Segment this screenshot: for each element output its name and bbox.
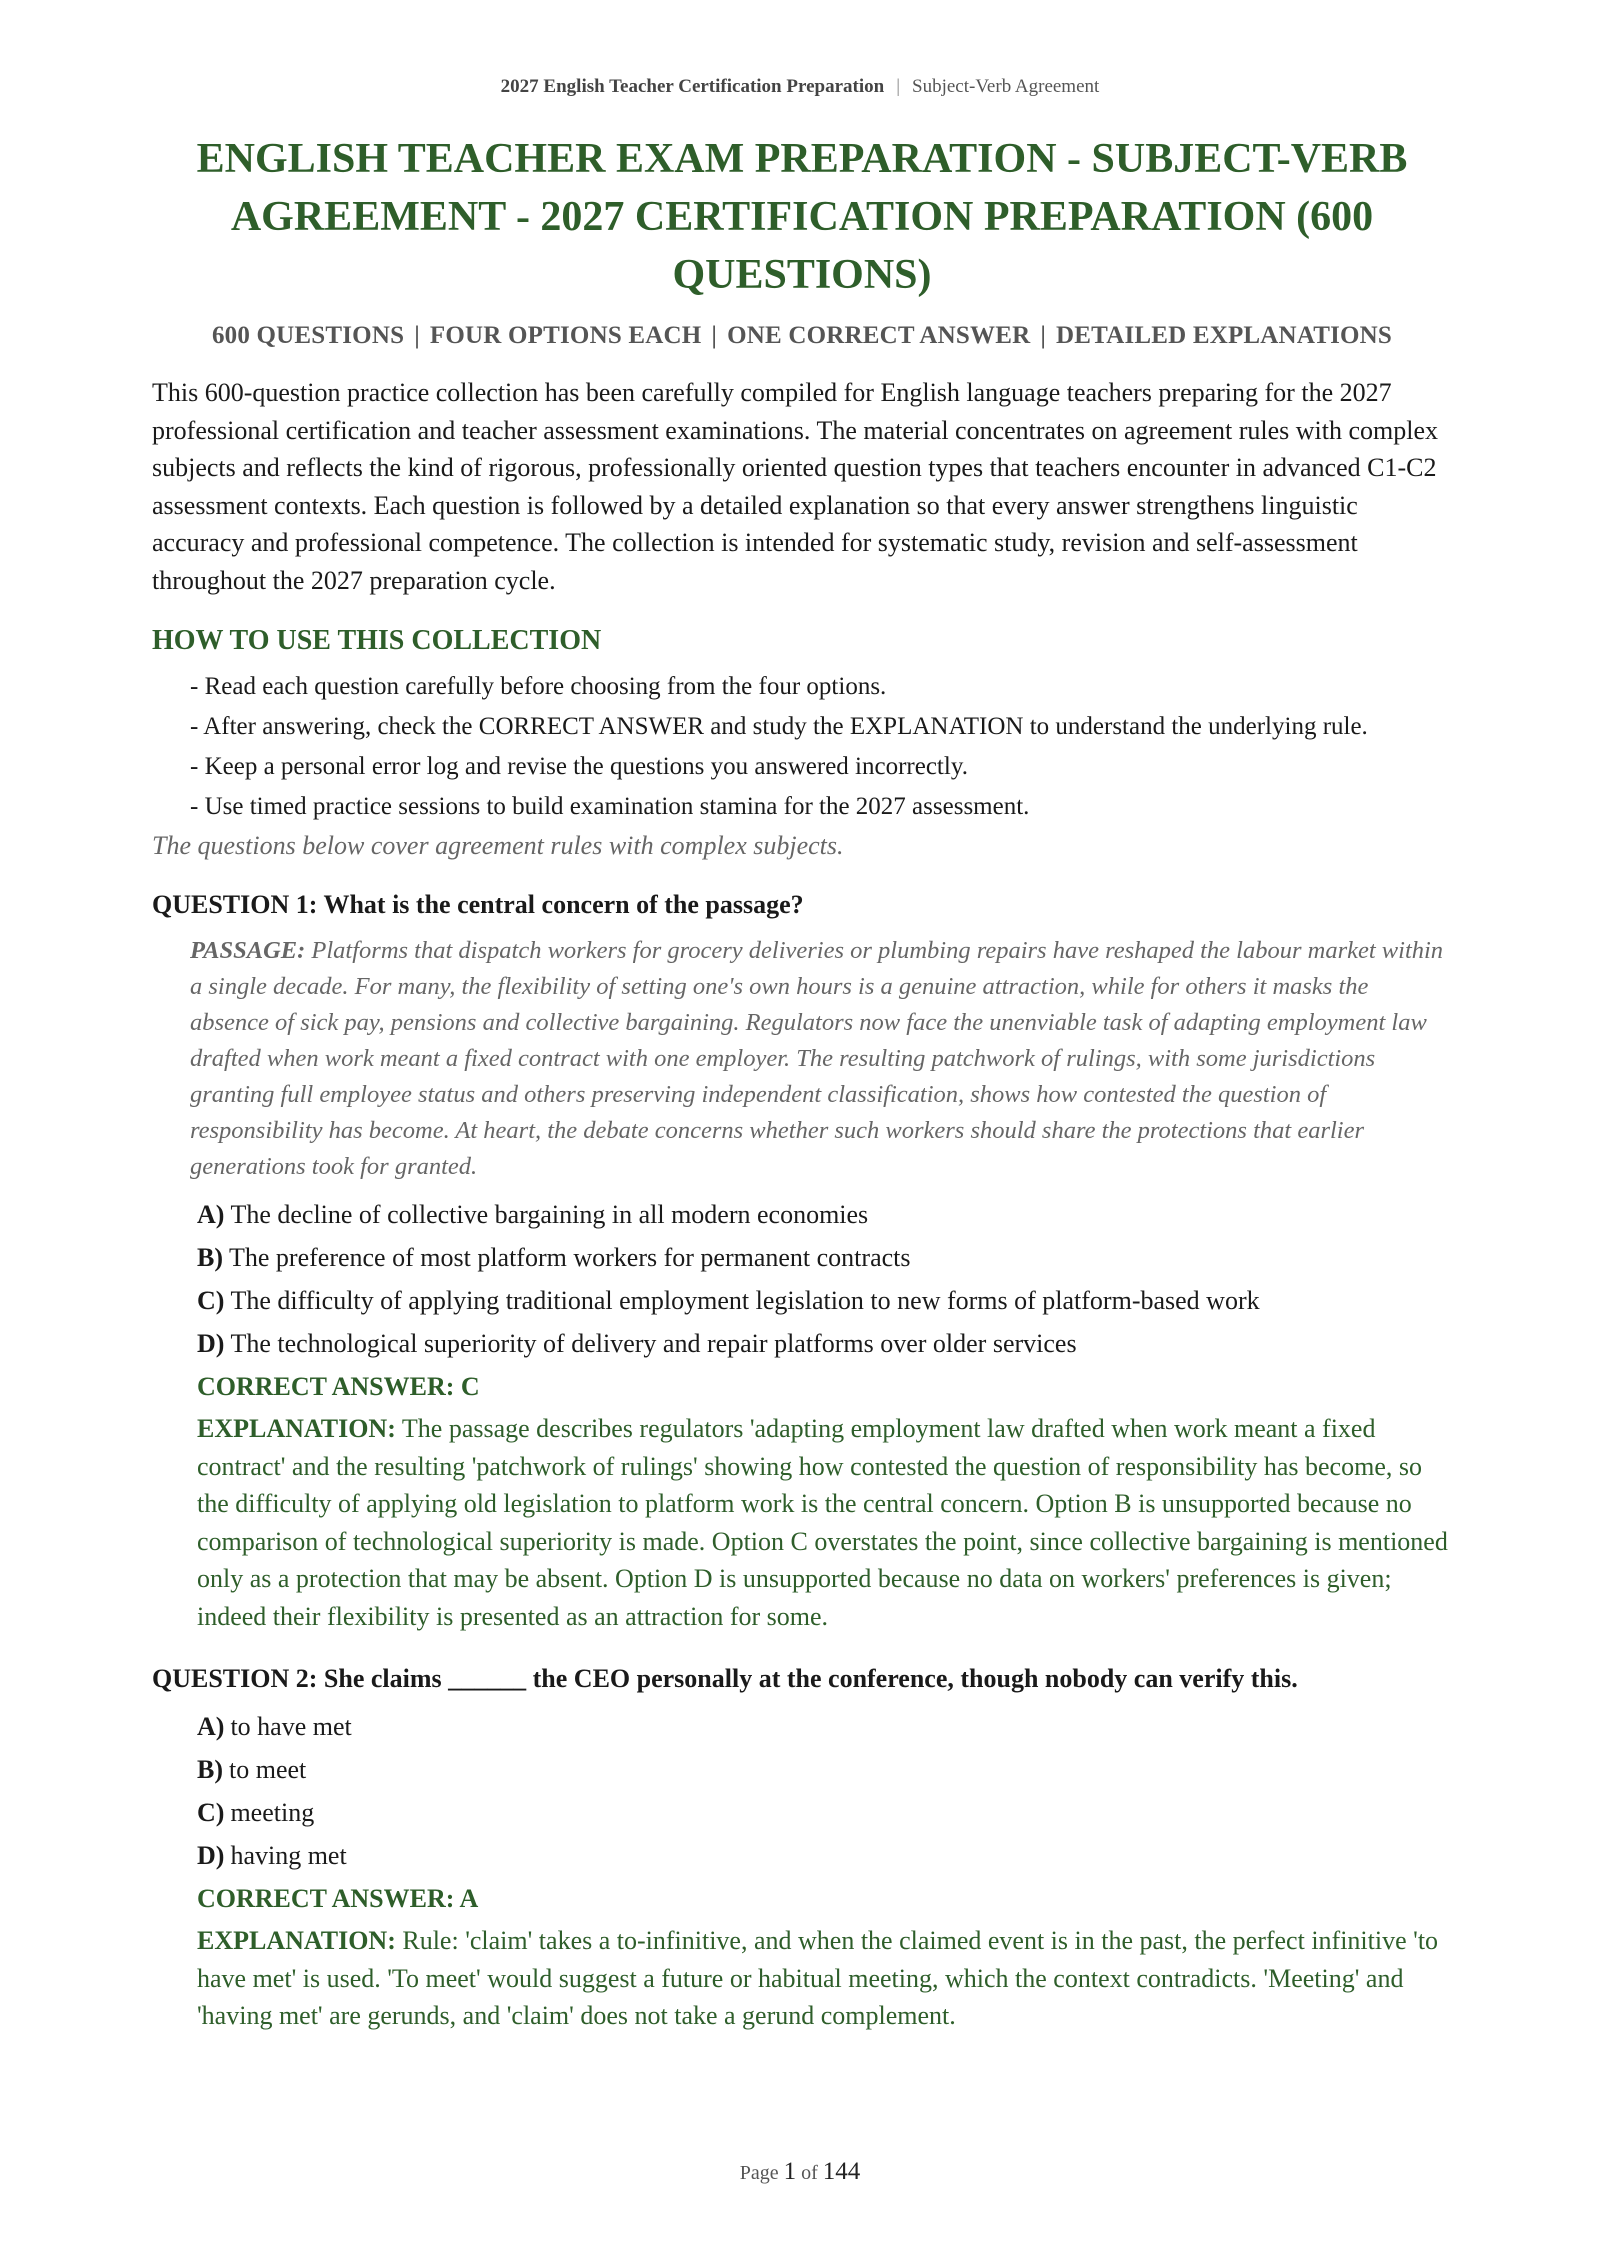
option-text: The decline of collective bargaining in all modern economies [230, 1200, 869, 1229]
running-header [0, 76, 1600, 98]
passage-text: Platforms that dispatch workers for grocery deliveries or plumbing repairs have reshaped the labour market within a single decade. For many, the flexibility of setting one's own hours is a genuine attraction, while for others it masks the absence of sick pay, pensions and collective bargaining. Regulators now face the unenviable task of adapting employment law drafted when work meant a fixed contract with one employer. The resulting patchwork of rulings, with some jurisdictions granting full employee status and others preserving independent classification, shows how contested the question of responsibility has become. At heart, the debate concerns whether such workers should share the protections that earlier generations took for granted. [190, 937, 1444, 1180]
explanation-text: Rule: 'claim' takes a to-infinitive, and when the claimed event is in the past, the perfect infinitive 'to have met' is used. 'To meet' would suggest a future or habitual meeting, which the context contradicts. 'Meeting' and 'having met' are gerunds, and 'claim' does not take a gerund complement. [197, 1926, 1439, 2030]
option-text: The difficulty of applying traditional employment legislation to new forms of platform-based work [230, 1286, 1260, 1315]
explanation-text: The passage describes regulators 'adapting employment law drafted when work meant a fixed contract' and the resulting 'patchwork of rulings' showing how contested the question of responsibility has become, so the difficulty of applying old legislation to platform work is the central concern. Option B is unsupported because no comparison of technological superiority is made. Option C overstates the point, since collective bargaining is mentioned only as a protection that may be absent. Option D is unsupported because no data on workers' preferences is given; indeed their flexibility is presented as an attraction for some. [197, 1414, 1448, 1631]
page-title: ENGLISH TEACHER EXAM PREPARATION - SUBJECT-VERB AGREEMENT - 2027 CERTIFICATION PREPARATION (600 QUESTIONS) [196, 136, 1408, 298]
option-letter: C) [197, 1286, 225, 1315]
option-d [197, 1834, 1452, 1877]
subtitle-item: FOUR OPTIONS EACH [429, 322, 702, 349]
option-b [197, 1748, 1452, 1791]
option-a [197, 1705, 1452, 1748]
option-text: meeting [230, 1798, 315, 1827]
explanation [197, 1922, 1452, 2035]
explanation [197, 1410, 1452, 1635]
option-letter: A) [197, 1200, 225, 1229]
option-c [197, 1279, 1452, 1322]
how-to-heading: HOW TO USE THIS COLLECTION [152, 625, 602, 656]
option-letter: A) [197, 1712, 225, 1741]
header-course-title: 2027 English Teacher Certification Preparation [500, 76, 885, 97]
list-item: - Read each question carefully before choosing from the four options. [190, 673, 887, 700]
page-word: Page [739, 2162, 779, 2184]
option-b [197, 1236, 1452, 1279]
option-text: The preference of most platform workers for permanent contracts [229, 1243, 911, 1272]
question-1 [152, 887, 1452, 1635]
subtitle-item: ONE CORRECT ANSWER [727, 322, 1031, 349]
list-item: - After answering, check the CORRECT ANSWER and study the EXPLANATION to understand the underlying rule. [190, 713, 1368, 740]
option-text: The technological superiority of delivery and repair platforms over older services [230, 1329, 1077, 1358]
option-text: to meet [229, 1755, 307, 1784]
question-stem: QUESTION 1: What is the central concern of the passage? [152, 890, 804, 919]
option-letter: C) [197, 1798, 225, 1827]
option-letter: B) [197, 1755, 223, 1784]
intro-paragraph: This 600-question practice collection has been carefully compiled for English language teachers preparing for the 2027 professional certification and teacher assessment examinations. The material concentrates on agreement rules with complex subjects and reflects the kind of rigorous, professionally oriented question types that teachers encounter in advanced C1-C2 assessment contexts. Each question is followed by a detailed explanation so that every answer strengthens linguistic accuracy and professional competence. The collection is intended for systematic study, revision and self-assessment throughout the 2027 preparation cycle. [152, 378, 1439, 595]
question-stem: QUESTION 2: She claims ______ the CEO personally at the conference, though nobody can verify this. [152, 1664, 1298, 1693]
subtitle-item: 600 QUESTIONS [211, 322, 405, 349]
passage-label: PASSAGE: [190, 937, 306, 964]
option-text: having met [230, 1841, 347, 1870]
subtitle-item: DETAILED EXPLANATIONS [1056, 322, 1393, 349]
option-a [197, 1193, 1452, 1236]
explanation-label: EXPLANATION: [197, 1926, 396, 1955]
coverage-note: The questions below cover agreement rules with complex subjects. [152, 831, 844, 860]
how-to-list [152, 669, 1452, 825]
page-content [152, 130, 1452, 2035]
option-letter: B) [197, 1243, 223, 1272]
subtitle-separator: | [711, 322, 718, 349]
question-2 [152, 1661, 1452, 2035]
option-d [197, 1322, 1452, 1365]
option-letter: D) [197, 1329, 225, 1358]
current-page-number: 1 [783, 2158, 797, 2185]
option-c [197, 1791, 1452, 1834]
correct-answer: CORRECT ANSWER: C [197, 1372, 480, 1401]
correct-answer: CORRECT ANSWER: A [197, 1884, 479, 1913]
page-footer [0, 2158, 1600, 2186]
answer-options [197, 1193, 1452, 1365]
list-item: - Keep a personal error log and revise the questions you answered incorrectly. [190, 753, 968, 780]
list-item: - Use timed practice sessions to build examination stamina for the 2027 assessment. [190, 793, 1030, 820]
header-separator: | [896, 76, 900, 97]
explanation-label: EXPLANATION: [197, 1414, 396, 1443]
answer-options [197, 1705, 1452, 1877]
subtitle-bar [152, 322, 1452, 350]
reading-passage [190, 933, 1452, 1185]
total-pages: 144 [822, 2158, 861, 2185]
of-word: of [801, 2162, 818, 2184]
subtitle-separator: | [1040, 322, 1047, 349]
option-text: to have met [230, 1712, 352, 1741]
option-letter: D) [197, 1841, 225, 1870]
header-topic: Subject-Verb Agreement [912, 76, 1100, 97]
subtitle-separator: | [414, 322, 420, 349]
